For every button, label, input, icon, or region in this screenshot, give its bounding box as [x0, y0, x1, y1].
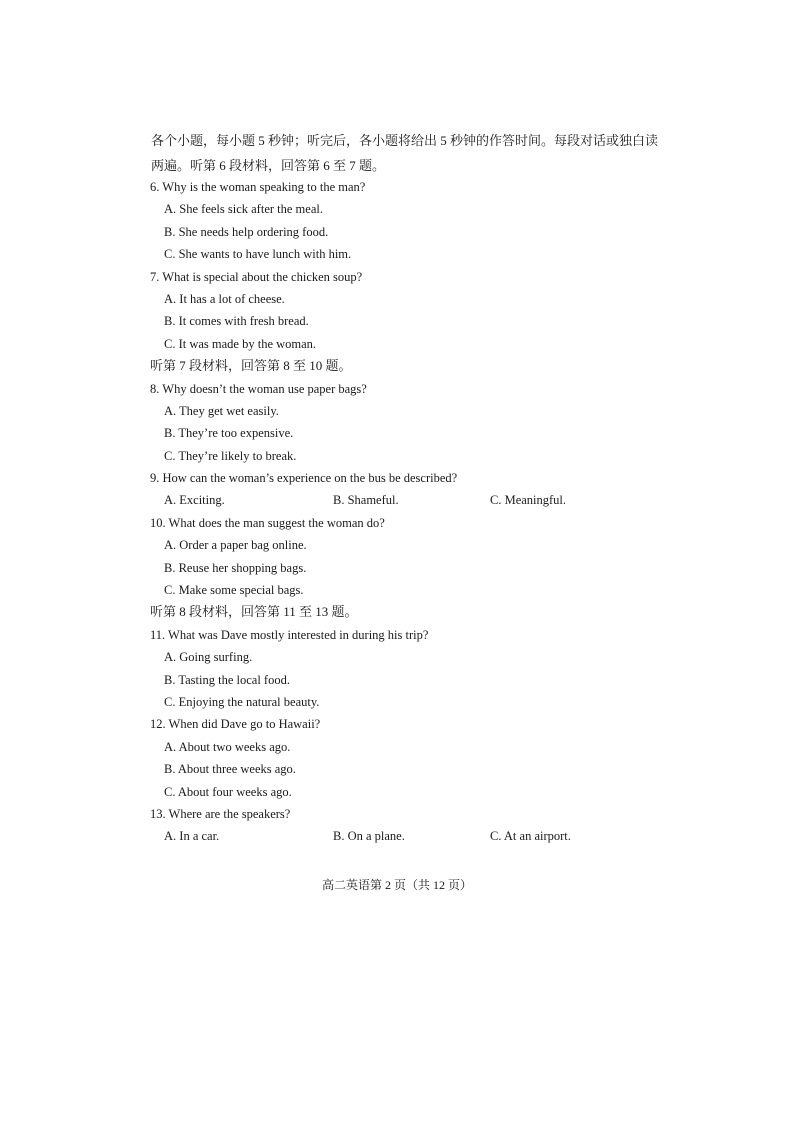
question-10-option-a: A. Order a paper bag online. [164, 538, 307, 553]
section-7-heading: 听第 7 段材料，回答第 8 至 10 题。 [150, 358, 352, 374]
question-11-stem: 11. What was Dave mostly interested in during his trip? [150, 627, 429, 642]
question-10-option-c: C. Make some special bags. [164, 583, 304, 598]
question-8-option-c: C. They’re likely to break. [164, 448, 297, 463]
question-11-option-c: C. Enjoying the natural beauty. [164, 694, 320, 709]
question-8-option-a: A. They get wet easily. [164, 403, 279, 418]
question-12-option-b: B. About three weeks ago. [164, 762, 296, 777]
question-13-option-b: B. On a plane. [333, 829, 405, 844]
questions [150, 176, 690, 848]
question-13-option-c: C. At an airport. [490, 829, 571, 844]
question-13-stem: 13. Where are the speakers? [150, 806, 291, 821]
page-footer: 高二英语第 2 页（共 12 页） [321, 878, 472, 892]
question-10-stem: 10. What does the man suggest the woman do? [150, 515, 385, 530]
question-7-option-a: A. It has a lot of cheese. [164, 291, 285, 306]
question-6-stem: 6. Why is the woman speaking to the man? [150, 180, 366, 194]
question-12-option-a: A. About two weeks ago. [164, 739, 291, 754]
question-12-stem: 12. When did Dave go to Hawaii? [150, 717, 321, 732]
question-6-option-a: A. She feels sick after the meal. [164, 202, 323, 217]
question-9-stem: 9. How can the woman’s experience on the bus be described? [150, 471, 458, 486]
instructions-line-1: 各个小题，每小题 5 秒钟；听完后，各小题将给出 5 秒钟的作答时间。每段对话或独白读 [151, 133, 659, 148]
question-13-option-a: A. In a car. [164, 829, 220, 844]
instructions [151, 128, 671, 178]
question-12-option-c: C. About four weeks ago. [164, 784, 292, 799]
question-7-option-b: B. It comes with fresh bread. [164, 314, 309, 329]
question-9-option-b: B. Shameful. [333, 493, 399, 508]
question-9-option-a: A. Exciting. [164, 493, 225, 508]
question-11-option-a: A. Going surfing. [164, 650, 253, 665]
question-6-option-b: B. She needs help ordering food. [164, 224, 329, 239]
question-8-stem: 8. Why doesn’t the woman use paper bags? [150, 381, 367, 396]
question-11-option-b: B. Tasting the local food. [164, 672, 290, 687]
question-7-stem: 7. What is special about the chicken soup? [150, 269, 363, 284]
question-6-option-c: C. She wants to have lunch with him. [164, 247, 352, 262]
question-7-option-c: C. It was made by the woman. [164, 336, 317, 351]
question-9-option-c: C. Meaningful. [490, 493, 567, 508]
instructions-line-2: 两遍。听第 6 段材料，回答第 6 至 7 题。 [151, 158, 386, 173]
question-9-options [150, 489, 690, 511]
question-10-option-b: B. Reuse her shopping bags. [164, 560, 307, 575]
question-13-options [150, 825, 690, 847]
question-8-option-b: B. They’re too expensive. [164, 426, 294, 441]
section-8-heading: 听第 8 段材料，回答第 11 至 13 题。 [150, 604, 358, 620]
